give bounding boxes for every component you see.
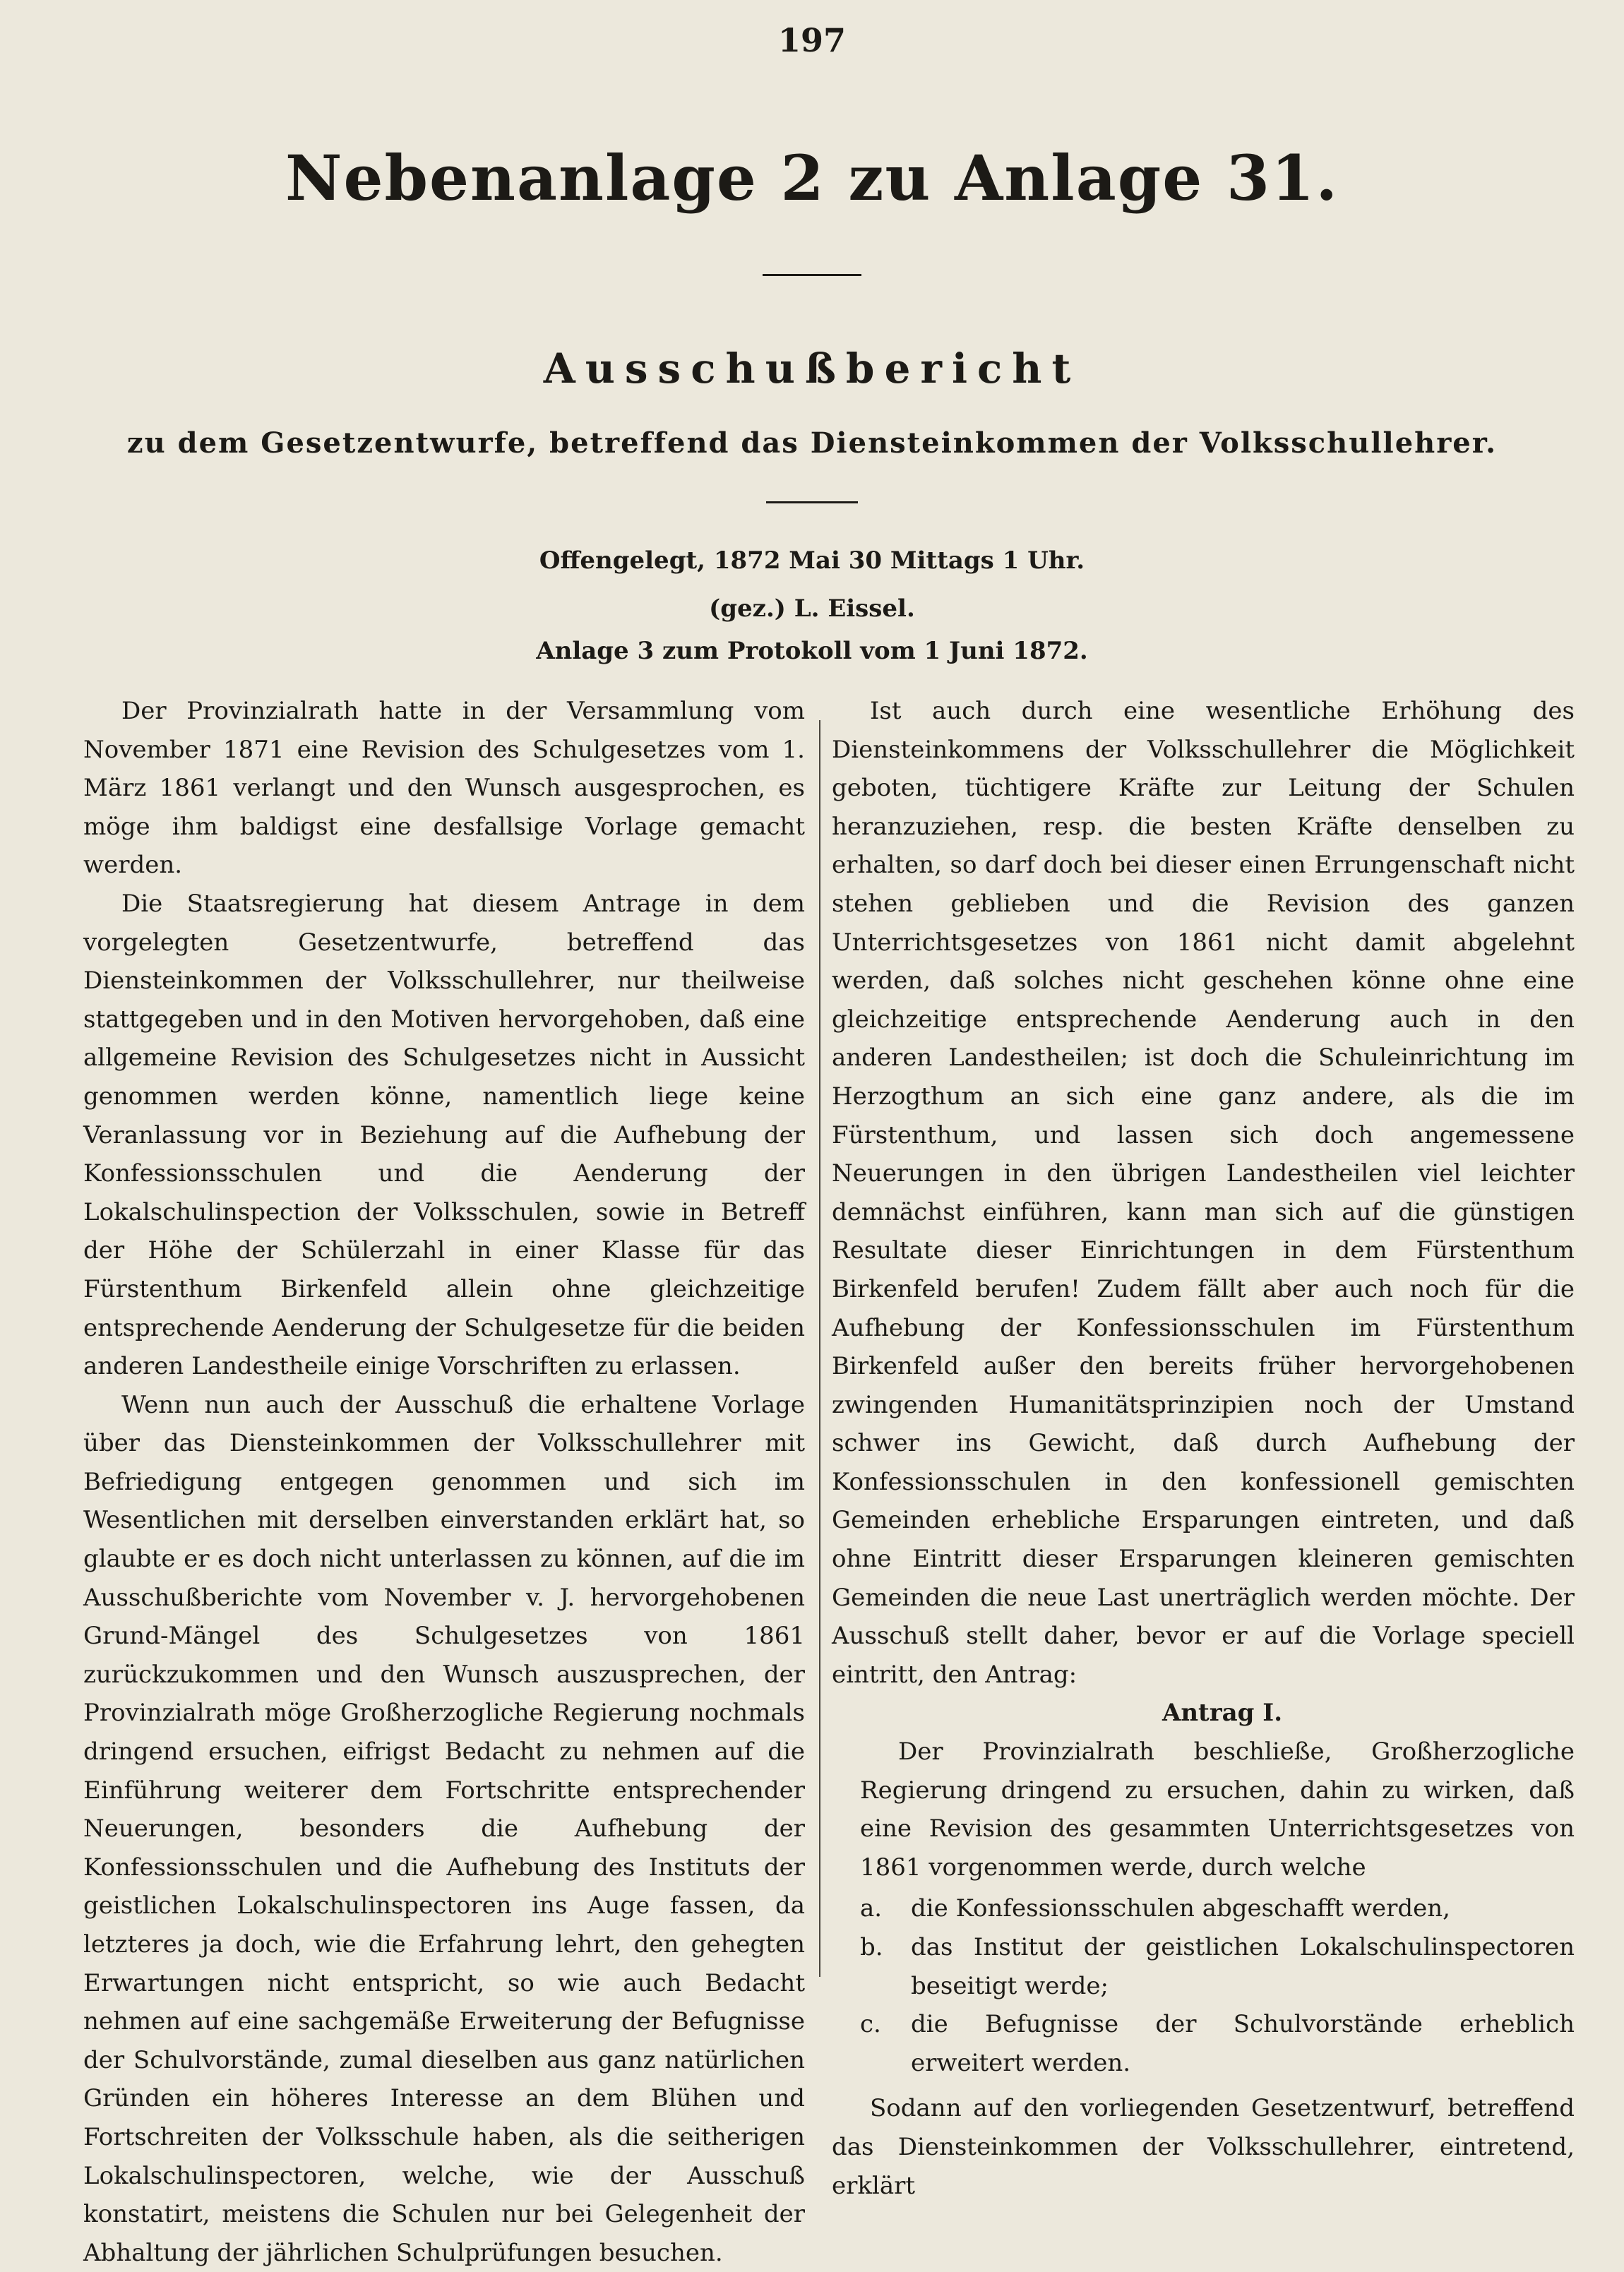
report-subject: zu dem Gesetzentwurfe, betreffend das Diensteinkommen der Volksschullehrer. (126, 426, 1498, 460)
list-item (860, 2005, 1575, 2082)
paragraph: Sodann auf den vorliegenden Gesetzentwurf, betreffend das Diensteinkommen der Volksschullehrer, eintretend, erklärt (832, 2094, 1575, 2200)
right-column (832, 692, 1575, 2205)
filing-date: Offengelegt, 1872 Mai 30 Mittags 1 Uhr. (539, 546, 1085, 575)
paragraph: Wenn nun auch der Ausschuß die erhaltene Vorlage über das Diensteinkommen der Volksschullehrer mit Befriedigung entgegen genommen und sich im Wesentlichen mit derselben einverstanden erklärt hat, so glaubte er es doch nicht unterlassen zu können, auf die im Ausschußberichte vom November v. J. hervorgehobenen Grund-Mängel des Schulgesetzes von 1861 zurückzukommen und den Wunsch auszusprechen, der Provinzialrath möge Großherzogliche Regierung nochmals dringend ersuchen, eifrigst Bedacht zu nehmen auf die Einführung weiterer dem Fortschritte entsprechender Neuerungen, besonders die Aufhebung der Konfessionsschulen und die Aufhebung des Instituts der geistlichen Lokalschulinspectoren ins Auge fassen, da letzteres ja doch, wie die Erfahrung lehrt, den gehegten Erwartungen nicht entspricht, so wie auch Bedacht nehmen auf eine sachgemäße Erweiterung der Befugnisse der Schulvorstände, zumal dieselben aus ganz natürlichen Gründen ein höheres Interesse an dem Blühen und Fortschreiten der Volksschule haben, als die seitherigen Lokalschulinspectoren, welche, wie der Ausschuß konstatirt, meistens die Schulen nur bei Gelegenheit der Abhaltung der jährlichen Schulprüfungen besuchen. (83, 1390, 805, 2267)
motion-heading: Antrag I. (1162, 1699, 1283, 1728)
motion-list (832, 1889, 1575, 2082)
subtitle-divider (766, 501, 858, 503)
list-item-letter: a. (860, 1894, 883, 1923)
list-item-letter: b. (860, 1933, 883, 1961)
report-title: Ausschußbericht (543, 345, 1081, 393)
list-item-text: die Befugnisse der Schulvorstände erheblich erweitert werden. (911, 2010, 1575, 2077)
paragraph: Der Provinzialrath hatte in der Versammlung vom November 1871 eine Revision des Schulgesetzes vom 1. März 1861 verlangt und den Wunsch ausgesprochen, es möge ihm baldigst eine desfallsige Vorlage gemacht werden. (83, 697, 805, 880)
list-item-text: die Konfessionsschulen abgeschafft werden, (911, 1894, 1450, 1923)
page-number: 197 (777, 21, 847, 59)
left-column (83, 692, 805, 2272)
document-title: Nebenanlage 2 zu Anlage 31. (285, 141, 1339, 215)
list-item-text: das Institut der geistlichen Lokalschulinspectoren beseitigt werde; (911, 1933, 1575, 2000)
title-divider (763, 274, 861, 276)
column-divider (819, 720, 820, 1977)
signature-line: (gez.) L. Eissel. (709, 594, 915, 623)
list-item-letter: c. (860, 2010, 881, 2039)
paragraph: Ist auch durch eine wesentliche Erhöhung des Diensteinkommens der Volksschullehrer die Möglichkeit geboten, tüchtigere Kräfte zur Leitung der Schulen heranzuziehen, resp. die besten Kräfte denselben zu erhalten, so darf doch bei dieser einen Errungenschaft nicht stehen geblieben und die Revision des ganzen Unterrichtsgesetzes von 1861 nicht damit abgelehnt werden, daß solches nicht geschehen könne ohne eine gleichzeitige entsprechende Aenderung auch in den anderen Landestheilen; ist doch die Schuleinrichtung im Herzogthum an sich eine ganz andere, als die im Fürstenthum, und lassen sich doch angemessene Neuerungen in den übrigen Landestheilen viel leichter demnächst einführen, kann man sich auf die günstigen Resultate dieser Einrichtungen in dem Fürstenthum Birkenfeld berufen! Zudem fällt aber auch noch für die Aufhebung der Konfessionsschulen im Fürstenthum Birkenfeld außer den bereits früher hervorgehobenen zwingenden Humanitätsprinzipien noch der Umstand schwer ins Gewicht, daß durch Aufhebung der Konfessionsschulen in den konfessionell gemischten Gemeinden erhebliche Ersparungen eintreten, und daß ohne Eintritt dieser Ersparungen kleineren gemischten Gemeinden die neue Last unerträglich werden möchte. Der Ausschuß stellt daher, bevor er auf die Vorlage speciell eintritt, den Antrag: (832, 697, 1575, 1689)
motion-text: Der Provinzialrath beschließe, Großherzogliche Regierung dringend zu ersuchen, dahin zu wirken, daß eine Revision des gesammten Unterrichtsgesetzes von 1861 vorgenommen werde, durch welche (860, 1738, 1575, 1882)
list-item (860, 1889, 1575, 1928)
protocol-reference: Anlage 3 zum Protokoll vom 1 Juni 1872. (536, 637, 1088, 665)
paragraph: Die Staatsregierung hat diesem Antrage in dem vorgelegten Gesetzentwurfe, betreffend das Diensteinkommen der Volksschullehrer, nur theilweise stattgegeben und in den Motiven hervorgehoben, daß eine allgemeine Revision des Schulgesetzes nicht in Aussicht genommen werden könne, namentlich liege keine Veranlassung vor in Beziehung auf die Aufhebung der Konfessionsschulen und die Aenderung der Lokalschulinspection der Volksschulen, sowie in Betreff der Höhe der Schülerzahl in einer Klasse für das Fürstenthum Birkenfeld allein ohne gleichzeitige entsprechende Aenderung der Schulgesetze für die beiden anderen Landestheile einige Vorschriften zu erlassen. (83, 889, 805, 1381)
list-item (860, 1928, 1575, 2005)
